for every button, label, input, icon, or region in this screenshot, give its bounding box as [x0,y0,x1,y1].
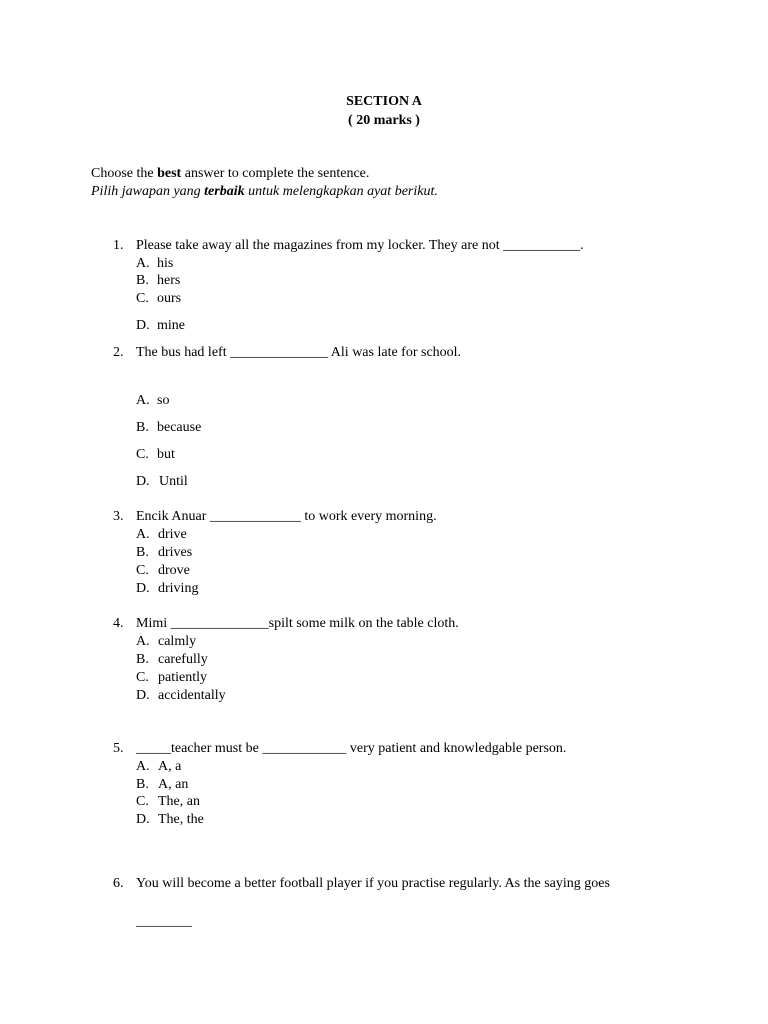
section-marks: ( 20 marks ) [348,113,420,128]
option-letter: B. [136,652,149,667]
question-number: 4. [113,616,124,631]
option-text: The, an [158,794,200,809]
option-letter: A. [136,393,150,408]
question-number: 3. [113,509,124,524]
option-text: patiently [158,670,207,685]
instruction-english: Choose the best answer to complete the sentence. [91,166,370,181]
question-text: Please take away all the magazines from my locker. They are not ___________. [136,238,584,253]
option-text: carefully [158,652,208,667]
option-letter: D. [136,318,150,333]
option-letter: A. [136,634,150,649]
question-text: You will become a better football player if you practise regularly. As the saying goes [136,876,610,891]
option-text: The, the [158,812,204,827]
option-letter: B. [136,777,149,792]
option-text: A, a [158,759,182,774]
option-letter: C. [136,291,149,306]
answer-blank: ________ [136,914,192,929]
option-text: calmly [158,634,197,649]
option-text: so [157,393,170,408]
option-letter: C. [136,670,149,685]
question-number: 1. [113,238,124,253]
option-letter: C. [136,447,149,462]
option-letter: B. [136,420,149,435]
option-letter: D. [136,581,150,596]
option-text: ours [157,291,182,306]
option-text: hers [157,273,181,288]
option-text: because [157,420,202,435]
option-letter: A. [136,527,150,542]
option-text: Until [159,474,188,489]
question-text: Mimi ______________spilt some milk on the table cloth. [136,616,459,631]
option-text: drive [158,527,187,542]
option-letter: D. [136,474,150,489]
option-letter: C. [136,563,149,578]
option-letter: A. [136,256,150,271]
instruction-malay: Pilih jawapan yang terbaik untuk melengkapkan ayat berikut. [91,184,438,199]
option-letter: B. [136,273,149,288]
option-letter: A. [136,759,150,774]
option-text: his [157,256,174,271]
question-text: The bus had left ______________ Ali was late for school. [136,345,462,360]
question-number: 6. [113,876,124,891]
question-number: 2. [113,345,124,360]
question-text: _____teacher must be ____________ very patient and knowledgable person. [136,741,567,756]
option-text: drove [158,563,190,578]
section-title: SECTION A [346,94,422,109]
option-letter: C. [136,794,149,809]
option-text: mine [157,318,185,333]
option-text: A, an [158,777,189,792]
option-text: driving [158,581,199,596]
question-number: 5. [113,741,124,756]
option-letter: B. [136,545,149,560]
option-text: drives [158,545,193,560]
option-text: but [157,447,175,462]
option-text: accidentally [158,688,226,703]
question-text: Encik Anuar _____________ to work every morning. [136,509,437,524]
option-letter: D. [136,688,150,703]
option-letter: D. [136,812,150,827]
